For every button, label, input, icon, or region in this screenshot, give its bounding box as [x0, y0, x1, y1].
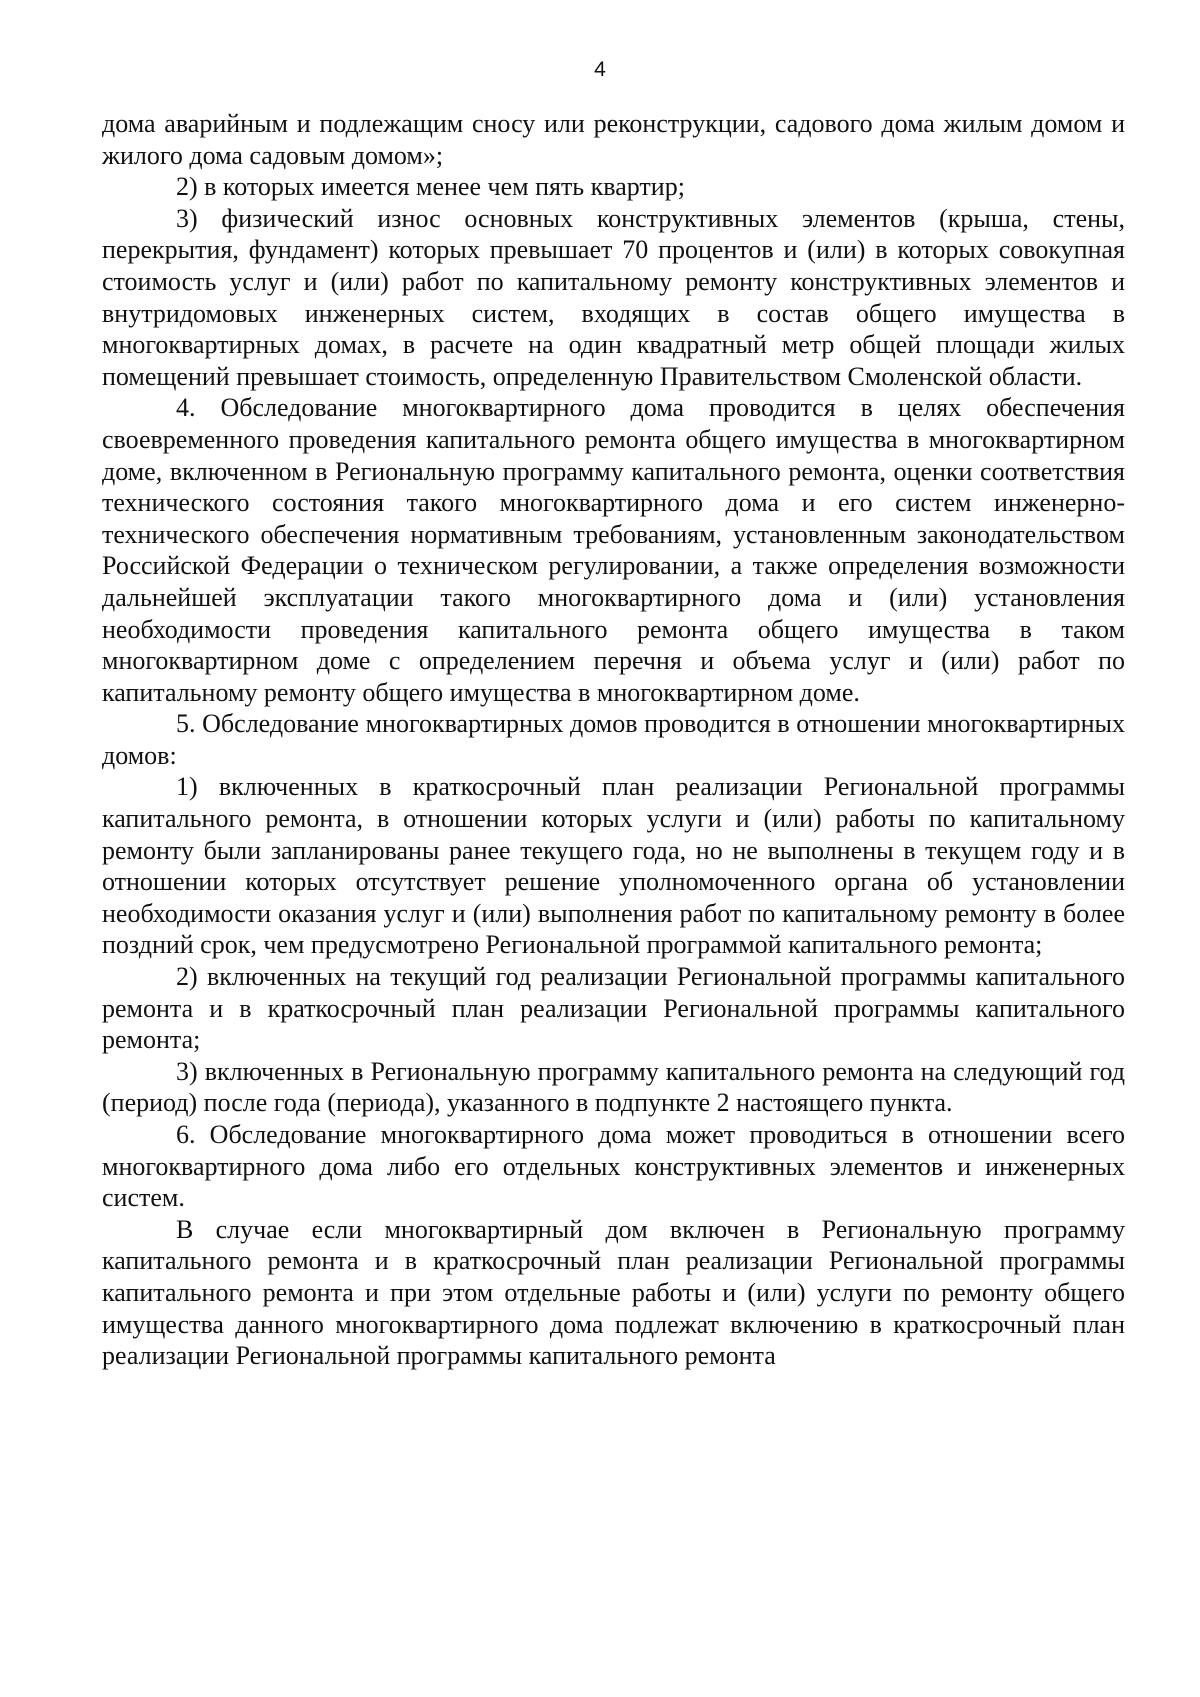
document-body: [102, 108, 1125, 1372]
paragraph: 5. Обследование многоквартирных домов проводится в отношении многоквартирных домов:: [102, 709, 1125, 770]
paragraph: В случае если многоквартирный дом включен в Региональную программу капитального ремонта и в краткосрочный план реализации Региональной программы капитального ремонта и при этом отдельные работы и (или) услуги по ремонту общего имущества данного многоквартирного дома подлежат включению в краткосрочный план реализации Региональной программы капитального ремонта: [102, 1214, 1125, 1371]
paragraph: 1) включенных в краткосрочный план реализации Региональной программы капитального ремонта, в отношении которых услуги и (или) работы по капитальному ремонту были запланированы ранее текущего года, но не выполнены в текущем году и в отношении которых отсутствует решение уполномоченного органа об установлении необходимости оказания услуг и (или) выполнения работ по капитальному ремонту в более поздний срок, чем предусмотрено Региональной программой капитального ремонта;: [102, 772, 1125, 960]
paragraph: 3) включенных в Региональную программу капитального ремонта на следующий год (период) после года (периода), указанного в подпункте 2 настоящего пункта.: [102, 1056, 1125, 1118]
paragraph: дома аварийным и подлежащим сносу или реконструкции, садового дома жилым домом и жилого дома садовым домом»;: [102, 109, 1125, 170]
paragraph: 4. Обследование многоквартирного дома проводится в целях обеспечения своевременного проведения капитального ремонта общего имущества в многоквартирном доме, включенном в Региональную программу капитального ремонта, оценки соответствия технического состояния такого многоквартирного дома и его систем инженерно-технического обеспечения нормативным требованиям, установленным законодательством Российской Федерации о техническом регулировании, а также определения возможности дальнейшей эксплуатации такого многоквартирного дома и (или) установления необходимости проведения капитального ремонта общего имущества в таком многоквартирном доме с определением перечня и объема услуг и (или) работ по капитальному ремонту общего имущества в многоквартирном доме.: [102, 393, 1125, 707]
paragraph: 2) включенных на текущий год реализации Региональной программы капитального ремонта и в краткосрочный план реализации Региональной программы капитального ремонта;: [102, 962, 1125, 1055]
paragraph: 2) в которых имеется менее чем пять квартир;: [176, 172, 685, 202]
page-number: 4: [594, 58, 606, 81]
paragraph: 6. Обследование многоквартирного дома может проводиться в отношении всего многоквартирного дома либо его отдельных конструктивных элементов и инженерных систем.: [102, 1120, 1125, 1213]
paragraph: 3) физический износ основных конструктивных элементов (крыша, стены, перекрытия, фундамент) которых превышает 70 процентов и (или) в которых совокупная стоимость услуг и (или) работ по капитальному ремонту конструктивных элементов и внутридомовых инженерных систем, входящих в состав общего имущества в многоквартирных домах, в расчете на один квадратный метр общей площади жилых помещений превышает стоимость, определенную Правительством Смоленской области.: [102, 203, 1125, 391]
